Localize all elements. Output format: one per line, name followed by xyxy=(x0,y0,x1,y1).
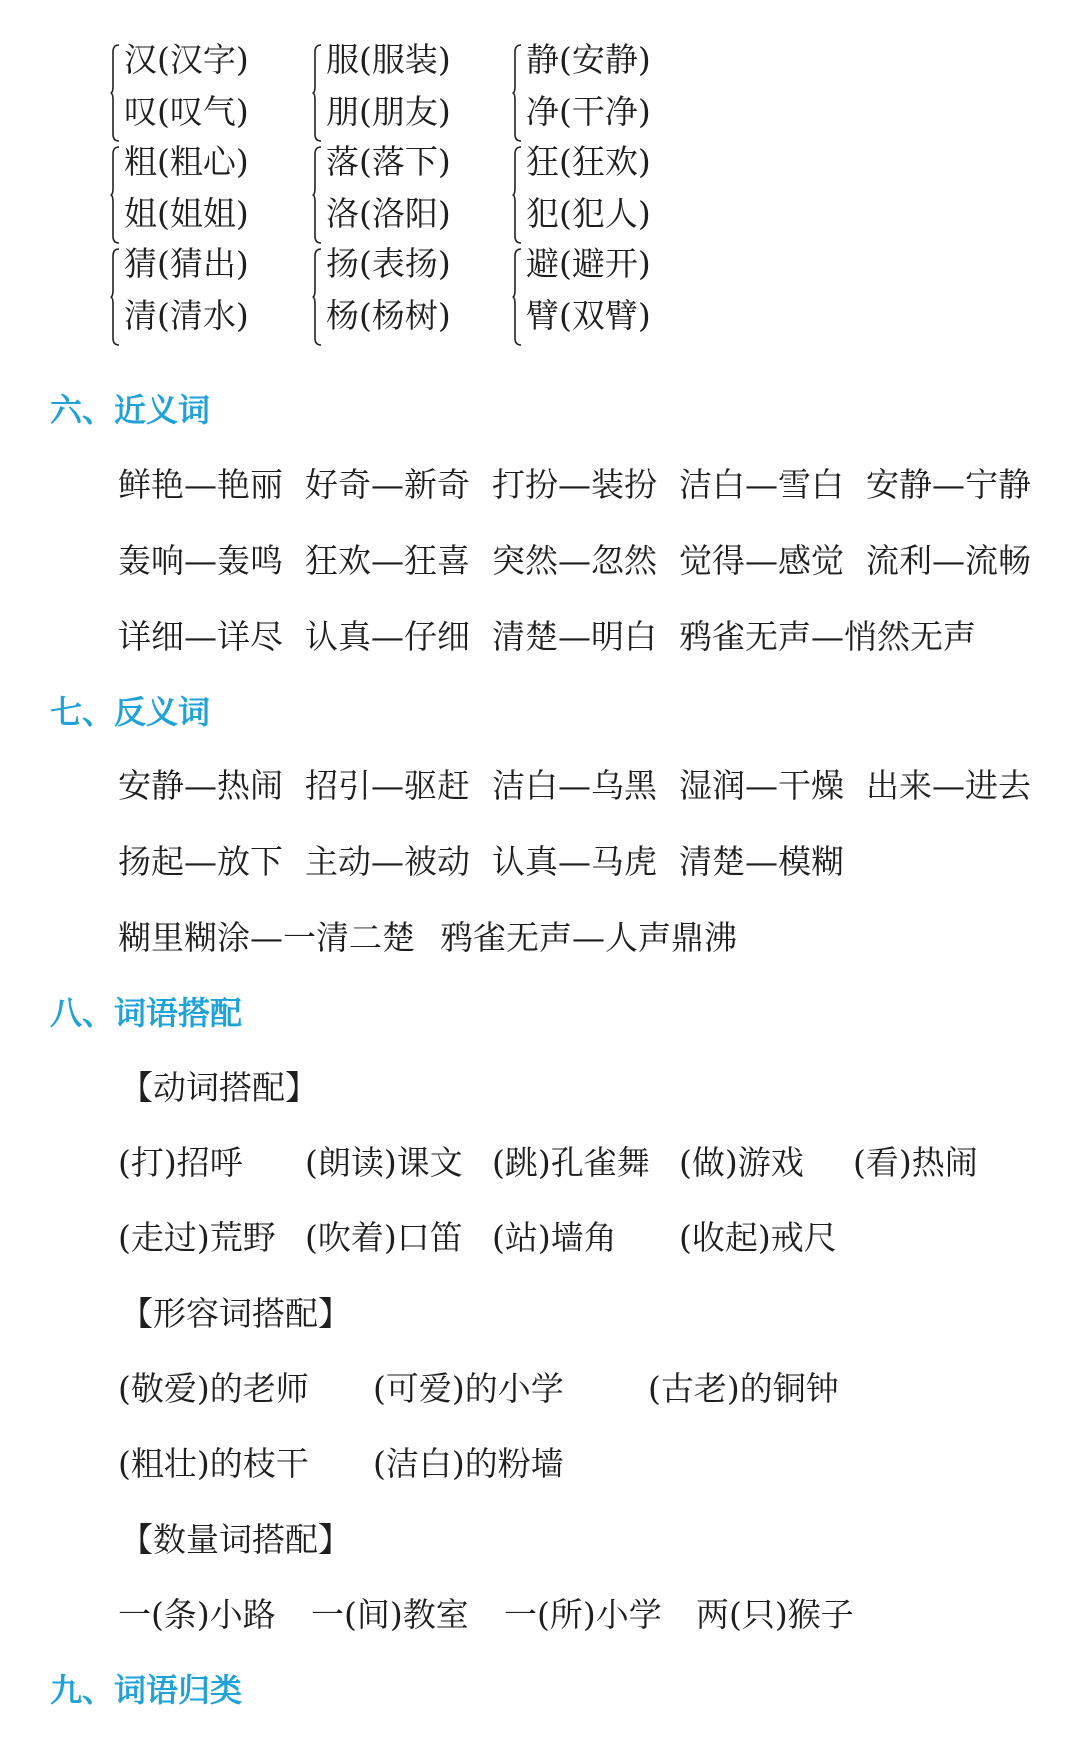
word-item: 洛(洛阳) xyxy=(326,194,451,233)
collocation-item: (站)墙角 xyxy=(492,1218,617,1257)
word-group xyxy=(110,242,330,354)
word-group xyxy=(110,140,330,252)
word-item: 服(服装) xyxy=(326,40,451,79)
word-group xyxy=(312,140,532,252)
subheading-verb: 【动词搭配】 xyxy=(120,1068,318,1107)
synonym-pair: 好奇—新奇 xyxy=(305,465,470,504)
synonym-pair: 突然—忽然 xyxy=(492,541,657,580)
word-group xyxy=(512,38,732,150)
collocation-item: 两(只)猴子 xyxy=(696,1595,854,1634)
collocation-item: (打)招呼 xyxy=(118,1143,243,1182)
subheading-adjective: 【形容词搭配】 xyxy=(120,1294,351,1333)
synonym-pair: 鲜艳—艳丽 xyxy=(118,465,283,504)
antonym-pair: 鸦雀无声—人声鼎沸 xyxy=(440,918,737,957)
word-group xyxy=(312,242,532,354)
brace-icon xyxy=(110,248,120,346)
collocation-item: 一(条)小路 xyxy=(118,1595,276,1634)
word-item: 叹(叹气) xyxy=(124,92,249,131)
section-title-classification: 九、词语归类 xyxy=(50,1671,243,1709)
brace-icon xyxy=(312,248,322,346)
collocation-item: (走过)荒野 xyxy=(118,1218,276,1257)
brace-icon xyxy=(512,146,522,244)
antonym-pair: 糊里糊涂—一清二楚 xyxy=(118,918,415,957)
antonym-pair: 湿润—干燥 xyxy=(679,766,844,805)
section-title-synonyms: 六、近义词 xyxy=(50,391,211,429)
word-item: 狂(狂欢) xyxy=(526,142,651,181)
collocation-item: (做)游戏 xyxy=(679,1143,804,1182)
word-group xyxy=(512,140,732,252)
collocation-item: (吹着)口笛 xyxy=(305,1218,463,1257)
synonym-pair: 轰响—轰鸣 xyxy=(118,541,283,580)
word-item: 落(落下) xyxy=(326,142,451,181)
synonym-pair: 狂欢—狂喜 xyxy=(305,541,470,580)
collocation-item: (跳)孔雀舞 xyxy=(492,1143,650,1182)
antonym-pair: 清楚—模糊 xyxy=(679,842,844,881)
synonym-pair: 认真—仔细 xyxy=(305,617,470,656)
antonym-pair: 扬起—放下 xyxy=(118,842,283,881)
word-item: 猜(猜出) xyxy=(124,244,249,283)
word-item: 汉(汉字) xyxy=(124,40,249,79)
synonym-pair: 打扮—装扮 xyxy=(492,465,657,504)
collocation-item: (朗读)课文 xyxy=(305,1143,463,1182)
antonym-pair: 安静—热闹 xyxy=(118,766,283,805)
antonym-pair: 认真—马虎 xyxy=(492,842,657,881)
collocation-item: (可爱)的小学 xyxy=(373,1369,564,1408)
word-item: 犯(犯人) xyxy=(526,194,651,233)
section-title-collocations: 八、词语搭配 xyxy=(50,994,243,1032)
synonym-pair: 流利—流畅 xyxy=(866,541,1031,580)
word-item: 姐(姐姐) xyxy=(124,194,249,233)
collocation-item: (粗壮)的枝干 xyxy=(118,1444,309,1483)
subheading-quantifier: 【数量词搭配】 xyxy=(120,1520,351,1559)
word-item: 避(避开) xyxy=(526,244,651,283)
word-item: 清(清水) xyxy=(124,296,249,335)
brace-icon xyxy=(110,146,120,244)
collocation-item: (敬爱)的老师 xyxy=(118,1369,309,1408)
antonym-pair: 招引—驱赶 xyxy=(305,766,470,805)
brace-icon xyxy=(512,248,522,346)
word-item: 净(干净) xyxy=(526,92,651,131)
collocation-item: 一(所)小学 xyxy=(504,1595,662,1634)
synonym-pair: 洁白—雪白 xyxy=(679,465,844,504)
antonym-pair: 出来—进去 xyxy=(866,766,1031,805)
brace-icon xyxy=(312,146,322,244)
word-group xyxy=(312,38,532,150)
brace-icon xyxy=(312,44,322,142)
word-group xyxy=(110,38,330,150)
synonym-pair: 觉得—感觉 xyxy=(679,541,844,580)
synonym-pair: 清楚—明白 xyxy=(492,617,657,656)
word-item: 臂(双臂) xyxy=(526,296,651,335)
word-group xyxy=(512,242,732,354)
collocation-item: (看)热闹 xyxy=(853,1143,978,1182)
antonym-pair: 洁白—乌黑 xyxy=(492,766,657,805)
word-item: 静(安静) xyxy=(526,40,651,79)
synonym-pair: 详细—详尽 xyxy=(118,617,283,656)
brace-icon xyxy=(110,44,120,142)
word-item: 朋(朋友) xyxy=(326,92,451,131)
synonym-pair: 安静—宁静 xyxy=(866,465,1031,504)
brace-icon xyxy=(512,44,522,142)
collocation-item: (古老)的铜钟 xyxy=(648,1369,839,1408)
synonym-pair: 鸦雀无声—悄然无声 xyxy=(679,617,976,656)
antonym-pair: 主动—被动 xyxy=(305,842,470,881)
word-item: 杨(杨树) xyxy=(326,296,451,335)
word-item: 扬(表扬) xyxy=(326,244,451,283)
collocation-item: (收起)戒尺 xyxy=(679,1218,837,1257)
word-item: 粗(粗心) xyxy=(124,142,249,181)
collocation-item: (洁白)的粉墙 xyxy=(373,1444,564,1483)
section-title-antonyms: 七、反义词 xyxy=(50,693,211,731)
collocation-item: 一(间)教室 xyxy=(311,1595,469,1634)
